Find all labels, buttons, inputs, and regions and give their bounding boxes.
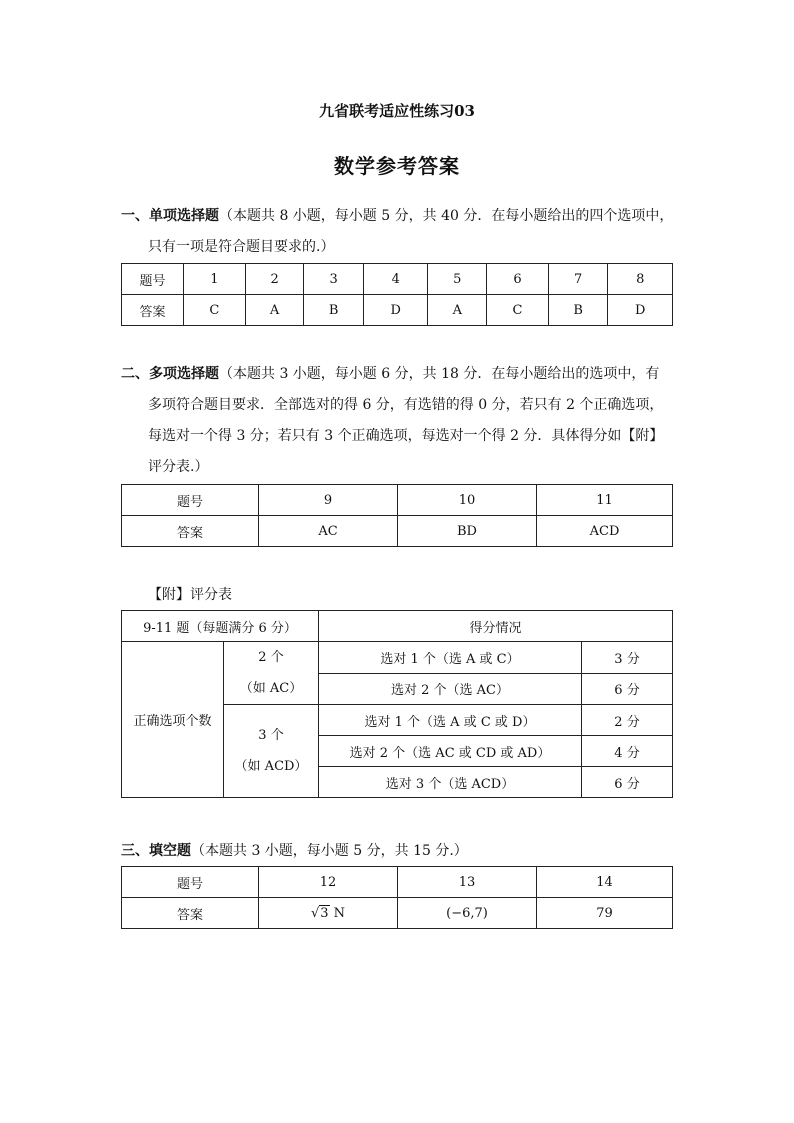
- question-number: 10: [398, 485, 537, 516]
- appendix-label: 【附】评分表: [148, 587, 232, 603]
- question-number: 5: [428, 264, 487, 295]
- section3-desc: （本题共 3 小题，每小题 5 分，共 15 分.）: [191, 843, 468, 859]
- group-two-correct: [224, 642, 319, 705]
- answer-cell: A: [428, 295, 487, 326]
- table-row: [122, 898, 673, 929]
- answer-cell: BD: [398, 516, 537, 547]
- answer-cell: ACD: [537, 516, 673, 547]
- scoring-header-left: 9-11 题（每题满分 6 分）: [122, 611, 319, 642]
- answer-cell: D: [608, 295, 673, 326]
- score-desc: 选对 3 个（选 ACD）: [319, 767, 582, 798]
- section3-answer-table: [121, 866, 673, 929]
- question-number: 8: [608, 264, 673, 295]
- question-number: 2: [245, 264, 304, 295]
- group1-line1: 2 个: [258, 650, 284, 665]
- answer-cell: [259, 898, 398, 929]
- sqrt-expression: √3: [310, 905, 329, 921]
- section2-desc-line3: 每选对一个得 3 分；若只有 3 个正确选项，每选对一个得 2 分．具体得分如【附】: [148, 428, 664, 444]
- section1-instructions: [121, 201, 681, 263]
- row-label: 答案: [122, 295, 184, 326]
- score-desc: 选对 2 个（选 AC）: [319, 673, 582, 705]
- answer-cell: 79: [537, 898, 673, 929]
- section1-desc-line1: （本题共 8 小题，每小题 5 分，共 40 分．在每小题给出的四个选项中，: [219, 208, 674, 224]
- score-value: 6 分: [582, 673, 673, 705]
- row-label: 题号: [122, 485, 259, 516]
- table-row: [122, 264, 673, 295]
- question-number: 13: [398, 867, 537, 898]
- section2-desc-line2: 多项符合题目要求．全部选对的得 6 分，有选错的得 0 分，若只有 2 个正确选项，: [148, 397, 664, 413]
- row-label: 答案: [122, 516, 259, 547]
- question-number: 7: [548, 264, 608, 295]
- section3-instructions: [121, 836, 681, 867]
- table-row: [122, 516, 673, 547]
- table-row: [122, 485, 673, 516]
- group1-line2: （如 AC）: [239, 681, 303, 696]
- question-number: 9: [259, 485, 398, 516]
- answer-cell: C: [184, 295, 246, 326]
- answer-cell: AC: [259, 516, 398, 547]
- question-number: 11: [537, 485, 673, 516]
- score-value: 4 分: [582, 736, 673, 767]
- question-number: 12: [259, 867, 398, 898]
- score-value: 2 分: [582, 705, 673, 736]
- section2-instructions: [121, 359, 681, 483]
- score-desc: 选对 2 个（选 AC 或 CD 或 AD）: [319, 736, 582, 767]
- table-row: [122, 867, 673, 898]
- sqrt-radicand: 3: [320, 905, 329, 921]
- table-row: [122, 611, 673, 642]
- section3-heading: 三、填空题: [121, 843, 191, 859]
- question-number: 1: [184, 264, 246, 295]
- answer-cell: A: [245, 295, 304, 326]
- scoring-header-right: 得分情况: [319, 611, 673, 642]
- exam-subtitle: 九省联考适应性练习03: [319, 102, 475, 120]
- row-label: 题号: [122, 264, 184, 295]
- row-label: 答案: [122, 898, 259, 929]
- answer-cell: C: [487, 295, 549, 326]
- answer-cell: B: [304, 295, 364, 326]
- section2-heading: 二、多项选择题: [121, 366, 219, 382]
- section1-answer-table: [121, 263, 673, 326]
- group2-line1: 3 个: [258, 728, 284, 743]
- table-row: [122, 295, 673, 326]
- page-title: 数学参考答案: [334, 154, 460, 178]
- section2-desc-line1: （本题共 3 小题，每小题 6 分，共 18 分．在每小题给出的选项中，有: [219, 366, 660, 382]
- row-group-label: 正确选项个数: [122, 642, 224, 798]
- row-label: 题号: [122, 867, 259, 898]
- answer-unit: N: [333, 905, 346, 921]
- section1-heading: 一、单项选择题: [121, 208, 219, 224]
- score-desc: 选对 1 个（选 A 或 C 或 D）: [319, 705, 582, 736]
- group2-line2: （如 ACD）: [234, 759, 308, 774]
- question-number: 6: [487, 264, 549, 295]
- score-value: 3 分: [582, 642, 673, 674]
- score-value: 6 分: [582, 767, 673, 798]
- answer-cell: (−6,7): [398, 898, 537, 929]
- section1-desc-line2: 只有一项是符合题目要求的.）: [148, 239, 335, 255]
- scoring-table: [121, 610, 673, 798]
- score-desc: 选对 1 个（选 A 或 C）: [319, 642, 582, 674]
- table-row: [122, 642, 673, 674]
- section2-answer-table: [121, 484, 673, 547]
- answer-cell: B: [548, 295, 608, 326]
- answer-cell: D: [363, 295, 428, 326]
- section2-desc-line4: 评分表.）: [148, 459, 209, 475]
- group-three-correct: [224, 705, 319, 798]
- question-number: 14: [537, 867, 673, 898]
- question-number: 4: [363, 264, 428, 295]
- question-number: 3: [304, 264, 364, 295]
